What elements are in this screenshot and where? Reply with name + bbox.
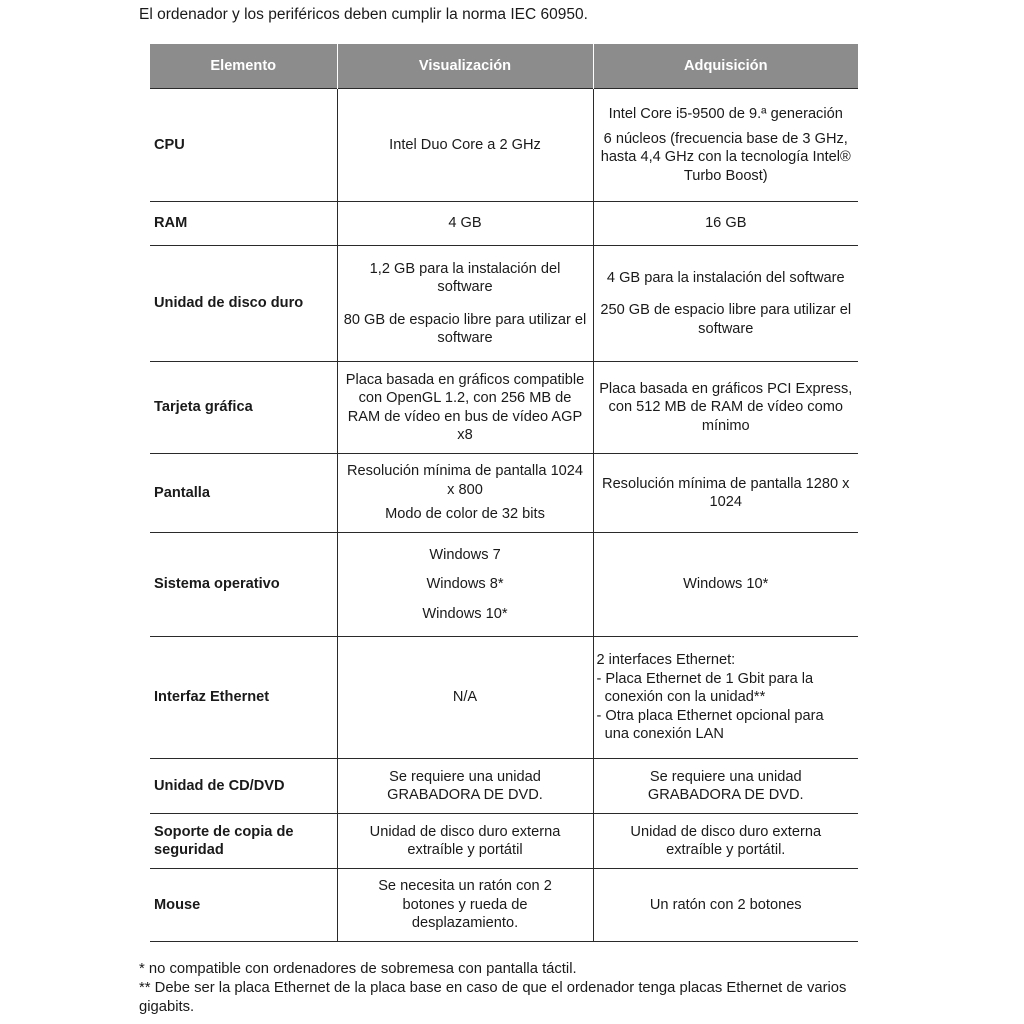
cell-text: Windows 8* (426, 576, 504, 593)
cell-text: Placa basada en gráficos compatible con OpenGL 1.2, con 256 MB de RAM de vídeo en bus de vídeo AGP x8 (345, 371, 585, 443)
cell-text: Unidad de disco duro externa extraíble y portátil. (630, 823, 822, 858)
cell-text: 250 GB de espacio libre para utilizar el software (600, 302, 852, 337)
cell-adquisicion (593, 637, 858, 759)
cell-text: Windows 10* (683, 576, 769, 593)
row-label: CPU (150, 89, 337, 202)
footnote-1: * no compatible con ordenadores de sobremesa con pantalla táctil. (139, 961, 577, 977)
cell-text: Modo de color de 32 bits (385, 506, 545, 523)
cell-text: - Placa Ethernet de 1 Gbit para la (596, 670, 814, 687)
cell-adquisicion (593, 246, 858, 362)
cell-text: 16 GB (705, 215, 747, 232)
cell-adquisicion (593, 869, 858, 942)
table-row-ram (150, 202, 858, 246)
table-row-tarjeta-grafica (150, 362, 858, 454)
cell-text: 1,2 GB para la instalación del software (369, 260, 561, 295)
table-row-ethernet (150, 637, 858, 759)
cell-visualizacion (337, 454, 593, 533)
cell-text: conexión con la unidad** (596, 689, 766, 706)
cell-text: 4 GB (448, 215, 482, 232)
cell-text: Intel Duo Core a 2 GHz (389, 136, 541, 153)
cell-text: Se necesita un ratón con 2 botones y rueda de desplazamiento. (378, 878, 552, 932)
cell-text: 80 GB de espacio libre para utilizar el software (343, 311, 587, 346)
cell-adquisicion (593, 814, 858, 869)
cell-visualizacion (337, 814, 593, 869)
header-adquisicion: Adquisición (593, 44, 858, 89)
header-elemento: Elemento (150, 44, 337, 89)
cell-visualizacion (337, 89, 593, 202)
table-row-sistema-operativo (150, 533, 858, 637)
cell-text: Resolución mínima de pantalla 1024 x 800 (346, 463, 584, 498)
cell-visualizacion (337, 759, 593, 814)
cell-visualizacion (337, 533, 593, 637)
table-row-pantalla (150, 454, 858, 533)
cell-text: Windows 10* (422, 605, 508, 622)
table-row-disco (150, 246, 858, 362)
table-row-copia-seguridad (150, 814, 858, 869)
cell-visualizacion (337, 362, 593, 454)
row-label: Interfaz Ethernet (150, 637, 337, 759)
row-label: Mouse (150, 869, 337, 942)
cell-visualizacion (337, 246, 593, 362)
cell-text: Se requiere una unidad GRABADORA DE DVD. (387, 768, 543, 803)
cell-text: - Otra placa Ethernet opcional para (596, 707, 824, 724)
row-label: Sistema operativo (150, 533, 337, 637)
cell-text: 6 núcleos (frecuencia base de 3 GHz, hasta 4,4 GHz con la tecnología Intel® Turbo Boost) (600, 130, 851, 184)
cell-text: una conexión LAN (596, 726, 724, 743)
cell-visualizacion (337, 869, 593, 942)
cell-text: Unidad de disco duro externa extraíble y portátil (369, 823, 561, 858)
cell-adquisicion (593, 759, 858, 814)
cell-text: 2 interfaces Ethernet: (596, 652, 736, 669)
row-label: Pantalla (150, 454, 337, 533)
cell-text: Un ratón con 2 botones (649, 896, 802, 913)
cell-text: Windows 7 (429, 546, 501, 563)
cell-text: Se requiere una unidad GRABADORA DE DVD. (647, 768, 804, 803)
cell-visualizacion (337, 637, 593, 759)
row-label: Soporte de copia de seguridad (150, 814, 337, 869)
table-row-mouse (150, 869, 858, 942)
cell-adquisicion (593, 533, 858, 637)
cell-adquisicion (593, 362, 858, 454)
cell-adquisicion (593, 202, 858, 246)
row-label: Unidad de CD/DVD (150, 759, 337, 814)
row-label: Tarjeta gráfica (150, 362, 337, 454)
table-row-cd-dvd (150, 759, 858, 814)
row-label: Unidad de disco duro (150, 246, 337, 362)
table-row-cpu (150, 89, 858, 202)
table-header-row (150, 44, 858, 89)
footnotes (139, 960, 879, 1017)
footnote-2: ** Debe ser la placa Ethernet de la placa base en caso de que el ordenador tenga placas Ethernet de varios gigabits. (139, 980, 847, 1015)
requirements-table (150, 44, 858, 942)
cell-adquisicion (593, 454, 858, 533)
cell-text: Intel Core i5-9500 de 9.ª generación (608, 106, 843, 122)
cell-text: 4 GB para la instalación del software (606, 269, 845, 286)
cell-text: N/A (452, 689, 478, 706)
cell-text: Resolución mínima de pantalla 1280 x 1024 (602, 475, 850, 510)
intro-text: El ordenador y los periféricos deben cumplir la norma IEC 60950. (139, 6, 588, 23)
cell-visualizacion (337, 202, 593, 246)
header-visualizacion: Visualización (337, 44, 593, 89)
row-label: RAM (150, 202, 337, 246)
cell-adquisicion (593, 89, 858, 202)
cell-text: Placa basada en gráficos PCI Express, con 512 MB de RAM de vídeo como mínimo (599, 380, 853, 434)
